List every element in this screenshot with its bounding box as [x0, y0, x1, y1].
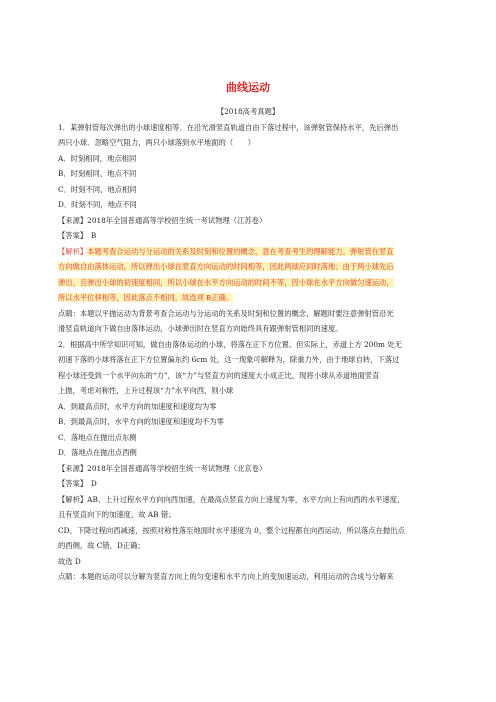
q2-option-d: D．落地点在抛出点西侧 [58, 448, 137, 457]
q1-analysis-label: 【解析】 [58, 247, 88, 256]
q1-answer: 【答案】 B [58, 231, 97, 240]
q1-analysis-text-2: 方向做自由落体运动，所以弹出小球在竖直方向运动的时间相等，因此两球应同时落地；由于两小球先后 [58, 262, 394, 271]
q1-analysis-line-2 [58, 262, 394, 272]
q2-analysis-line-5: 故选 D [58, 557, 81, 566]
q2-analysis-line-1: 【解析】AB、上升过程水平方向向西加速，在最高点竖直方向上速度为零，水平方向上有向西的水平速度， [58, 495, 405, 504]
q2-analysis-line-4: 的西侧，故 C错，D正确； [58, 541, 145, 550]
q2-option-c: C．落地点在抛出点东侧 [58, 433, 137, 442]
q2-stem-line-4: 上抛，考虑对称性，上升过程该“力”水平向西，则小球 [58, 386, 234, 395]
q1-option-b: B．时刻相同，地点不同 [58, 169, 137, 178]
q1-note-line-1: 点睛：本题以平抛运动为背景考查合运动与分运动的关系及时刻和位置的概念，解题时要注意弹射管沿光 [58, 309, 394, 318]
q1-stem-line-1: 1．某弹射管每次弹出的小球速度相等．在沿光滑竖直轨道自由下落过程中，该弹射管保持水平，先后弹出 [58, 123, 399, 132]
q1-analysis-line-4 [58, 293, 233, 303]
q2-answer: 【答案】 D [58, 479, 97, 488]
q2-option-a: A．到最高点时，水平方向的加速度和速度均为零 [58, 402, 217, 411]
q1-note-line-2: 滑竖直轨道向下做自由落体运动，小球弹出时在竖直方向始终具有跟弹射管相同的速度。 [58, 324, 343, 333]
q1-stem-line-2: 两只小球．忽略空气阻力，两只小球落到水平地面的（ ） [58, 138, 256, 147]
q1-option-d: D．时刻不同，地点不同 [58, 200, 137, 209]
q2-analysis-line-6: 点睛：本题的运动可以分解为竖直方向上的匀变速和水平方向上的变加速运动，利用运动的合成与分解来 [58, 572, 394, 581]
q1-analysis-text-4: 所以水平位移相等，因此落点不相同，故选项 B正确。 [58, 293, 234, 302]
q1-source: 【来源】2018年全国普通高等学校招生统一考试物理（江苏卷） [58, 216, 267, 225]
q2-analysis-line-2: 且有竖直向下的加速度，故 AB 错； [58, 510, 176, 519]
q1-option-a: A．时刻相同，地点相同 [58, 154, 137, 163]
page-title: 曲线运动 [226, 81, 270, 94]
q1-analysis-text-1: 本题考查合运动与分运动的关系及时刻和位置的概念，意在考查考生的理解能力。弹射管在竖直 [87, 247, 394, 256]
q2-option-b: B．到最高点时，水平方向的加速度和速度均不为零 [58, 417, 224, 426]
section-heading: 【2018高考真题】 [216, 107, 280, 116]
q2-source: 【来源】2018年全国普通高等学校招生统一考试物理（北京卷） [58, 464, 267, 473]
q1-option-c: C．时刻不同，地点相同 [58, 185, 137, 194]
q2-stem-line-2: 初速下落的小球将落在正下方位置偏东约 6cm 处，这一现象可解释为，除重力外，由于地球自转，下落过 [58, 355, 400, 364]
q1-analysis-line-1 [58, 247, 394, 257]
q2-analysis-line-3: CD、下降过程向西减速，按照对称性落至地面时水平速度为 0，整个过程都在向西运动，所以落点在抛出点 [58, 526, 405, 535]
q1-analysis-line-3 [58, 278, 394, 288]
q2-stem-line-1: 2．根据高中所学知识可知，做自由落体运动的小球，将落在正下方位置。但实际上，赤道上方 200m 处无 [58, 340, 402, 349]
q1-analysis-text-3: 弹出，且弹出小球的初速度相同，所以小球在水平方向运动的时间不等，因小球在水平方向做匀速运动， [58, 278, 394, 287]
q2-stem-line-3: 程小球还受到一个水平向东的“力”，该“力”与竖直方向的速度大小成正比，现将小球从赤道地面竖直 [58, 371, 380, 380]
